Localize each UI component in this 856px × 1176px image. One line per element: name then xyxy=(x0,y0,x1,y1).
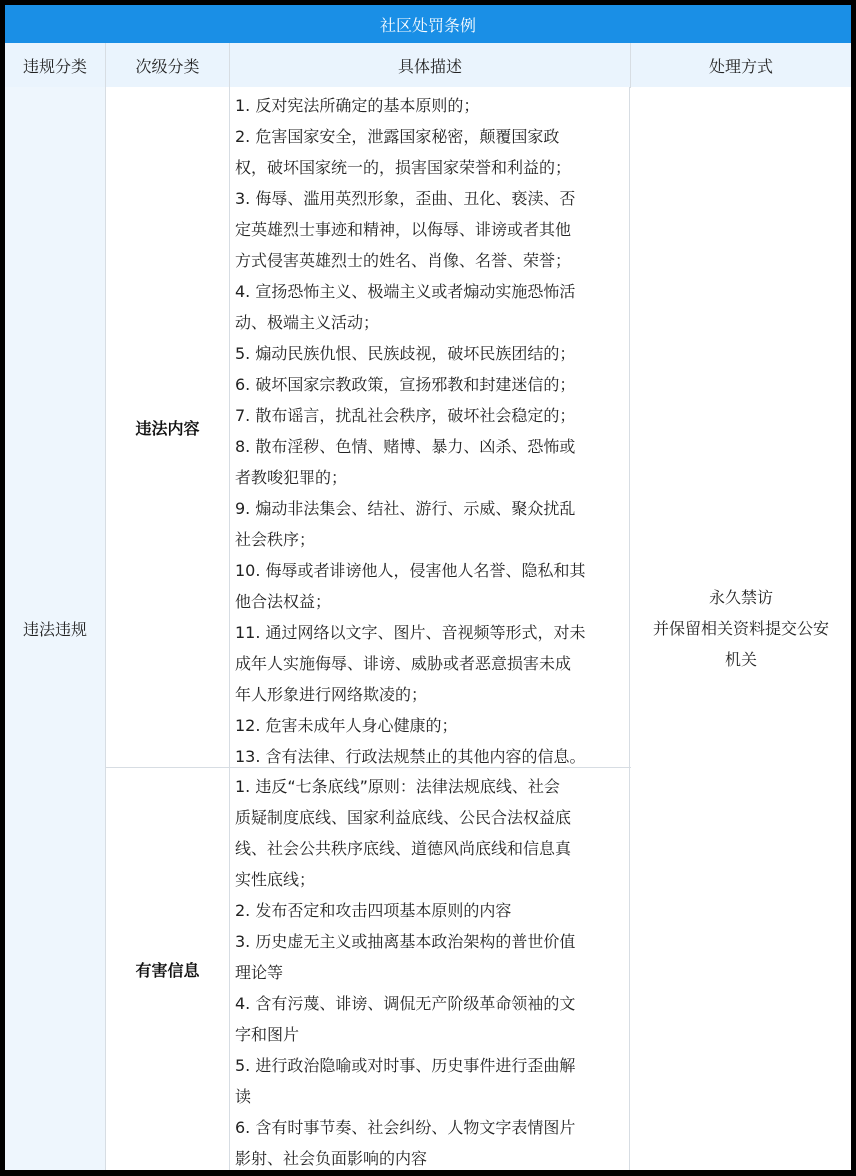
description-line: 13. 含有法律、行政法规禁止的其他内容的信息。 xyxy=(235,747,586,766)
description-line: 5. 进行政治隐喻或对时事、历史事件进行歪曲解 xyxy=(235,1056,576,1075)
description-line: 6. 含有时事节奏、社会纠纷、人物文字表情图片 xyxy=(235,1118,576,1137)
description-line: 12. 危害未成年人身心健康的； xyxy=(235,716,458,735)
rules-table xyxy=(5,5,851,1170)
header-category: 违规分类 xyxy=(5,43,106,87)
header-subcategory: 次级分类 xyxy=(106,43,230,87)
description-line: 动、极端主义活动； xyxy=(235,313,380,332)
header-description: 具体描述 xyxy=(230,43,631,87)
description-line: 质疑制度底线、国家利益底线、公民合法权益底 xyxy=(235,808,572,827)
description-line: 2. 危害国家安全，泄露国家秘密，颠覆国家政 xyxy=(235,127,560,146)
description-line: 1. 违反“七条底线”原则：法律法规底线、社会 xyxy=(235,777,560,796)
header-penalty: 处理方式 xyxy=(708,56,773,76)
description-line: 9. 煽动非法集会、结社、游行、示威、聚众扰乱 xyxy=(235,499,576,518)
description-line: 方式侵害英雄烈士的姓名、肖像、名誉、荣誉； xyxy=(235,251,572,270)
description-line: 8. 散布淫秽、色情、赌博、暴力、凶杀、恐怖或 xyxy=(235,437,576,456)
description-line: 7. 散布谣言，扰乱社会秩序，破坏社会稳定的； xyxy=(235,406,576,425)
penalty-cell xyxy=(631,87,851,1170)
description-line: 理论等 xyxy=(235,963,284,982)
description-line: 10. 侮辱或者诽谤他人，侵害他人名誉、隐私和其 xyxy=(235,561,586,580)
description-line: 字和图片 xyxy=(235,1025,300,1044)
description-line: 读 xyxy=(235,1087,252,1106)
description-line: 年人形象进行网络欺凌的； xyxy=(235,685,428,704)
description-line: 1. 反对宪法所确定的基本原则的； xyxy=(235,96,480,115)
subcategory-illegal: 违法内容 xyxy=(106,87,230,767)
penalty-line: 永久禁访 xyxy=(708,588,773,607)
table-header xyxy=(5,43,851,88)
description-line: 线、社会公共秩序底线、道德风尚底线和信息真 xyxy=(235,839,572,858)
penalty-line: 并保留相关资料提交公安 xyxy=(652,619,829,638)
description-line: 他合法权益； xyxy=(235,592,332,611)
description-line: 11. 通过网络以文字、图片、音视频等形式，对未 xyxy=(235,623,586,642)
description-line: 5. 煽动民族仇恨、民族歧视，破坏民族团结的； xyxy=(235,344,576,363)
description-line: 3. 历史虚无主义或抽离基本政治架构的普世价值 xyxy=(235,932,576,951)
description-line: 6. 破坏国家宗教政策，宣扬邪教和封建迷信的； xyxy=(235,375,576,394)
description-line: 实性底线； xyxy=(235,870,316,889)
description-line: 定英雄烈士事迹和精神，以侮辱、诽谤或者其他 xyxy=(235,220,572,239)
description-line: 成年人实施侮辱、诽谤、威胁或者恶意损害未成 xyxy=(235,654,572,673)
description-line: 4. 宣扬恐怖主义、极端主义或者煽动实施恐怖活 xyxy=(235,282,576,301)
category-cell: 违法违规 xyxy=(5,87,106,1170)
description-illegal xyxy=(230,87,630,767)
subcategory-harmful: 有害信息 xyxy=(106,768,230,1170)
penalty-line: 机关 xyxy=(724,650,757,669)
description-line: 3. 侮辱、滥用英烈形象，歪曲、丑化、亵渎、否 xyxy=(235,189,576,208)
description-harmful xyxy=(230,768,630,1170)
table-title: 社区处罚条例 xyxy=(5,5,851,43)
description-line: 者教唆犯罪的； xyxy=(235,468,348,487)
description-line: 影射、社会负面影响的内容 xyxy=(235,1149,428,1168)
description-line: 权，破坏国家统一的，损害国家荣誉和利益的； xyxy=(235,158,572,177)
description-line: 2. 发布否定和攻击四项基本原则的内容 xyxy=(235,901,512,920)
description-line: 4. 含有污蔑、诽谤、调侃无产阶级革命领袖的文 xyxy=(235,994,576,1013)
description-line: 社会秩序； xyxy=(235,530,316,549)
